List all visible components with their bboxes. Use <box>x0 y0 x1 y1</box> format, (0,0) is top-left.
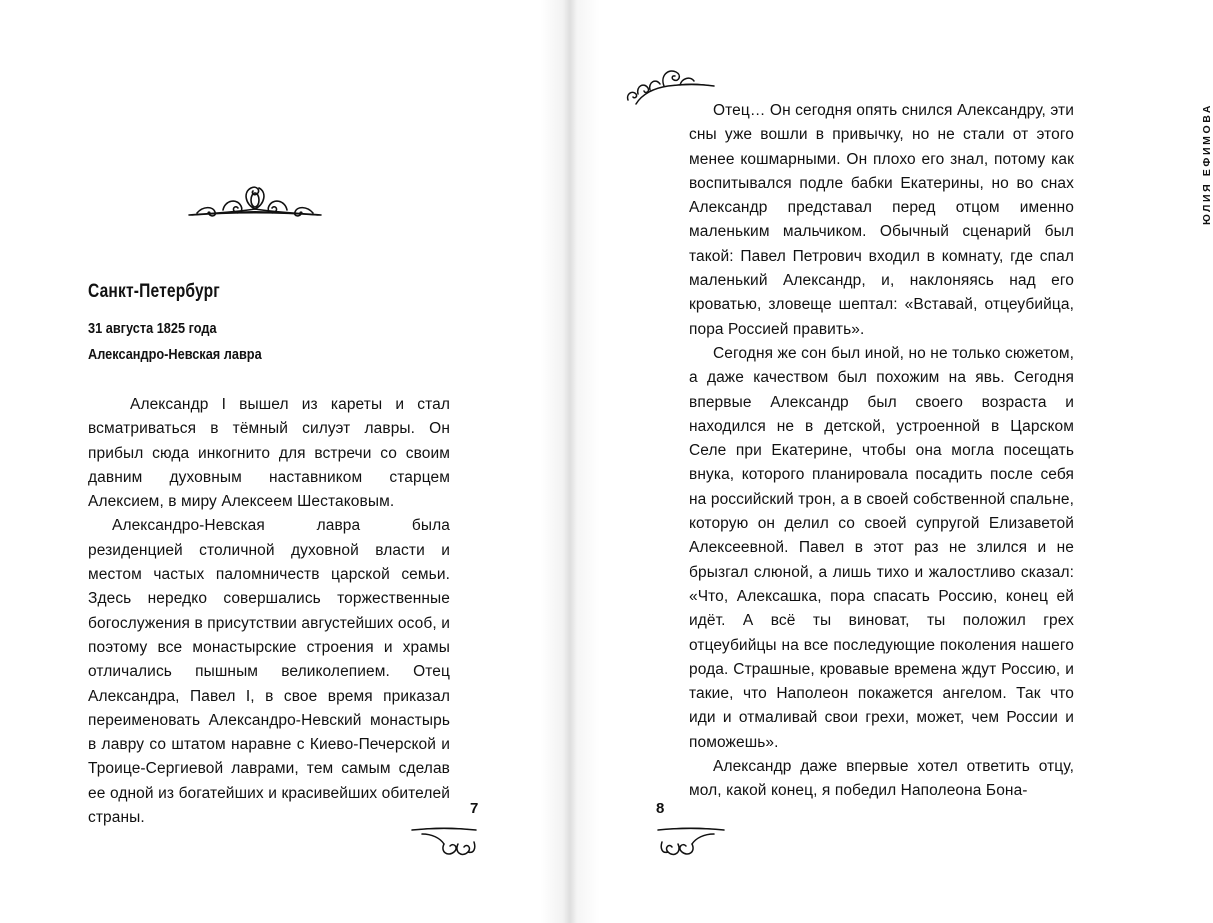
chapter-place-heading: Александро-Невская лавра <box>88 346 262 363</box>
paragraph: Сегодня же сон был иной, но не только сюжетом, а даже качеством был похожим на явь. Сегодня впервые Александр был своего возраста и находился не в детской, устроенной в Царском Селе при Екатерине, чтобы она могла посещать внука, которого планировала посадить после себя на российский трон, а в своей собственной спальне, которую он делил со своей супругой Елизаветой Алексеевной. Павел в этот раз не злился и не брызгал слюной, а лишь тихо и жалостливо сказал: «Что, Алексашка, пора спасать Россию, конец ей идёт. А всё ты виноват, ты положил грех отцеубийцы на все последующие поколения нашего рода. Страшные, кровавые времена ждут Россию, и такие, что Наполеон покажется ангелом. Так что иди и отмаливай свои грехи, может, чем России и поможешь». <box>689 344 1074 751</box>
scroll-ornament-icon <box>654 824 726 860</box>
left-page <box>0 0 569 923</box>
scroll-ornament-icon <box>187 182 323 220</box>
paragraph: Александр даже впервые хотел ответить отцу, мол, какой конец, я победил Наполеона Бона- <box>689 758 1074 800</box>
chapter-city-heading: Санкт-Петербург <box>88 281 220 302</box>
left-page-body <box>88 393 450 830</box>
paragraph: Александро-Невская лавра была резиденцией столичной духовной власти и местом частых паломничеств царской семьи. Здесь нередко совершались торжественные богослужения в присутствии августейших особ, и поэтому все монастырские строения и храмы отличались пышным великолепием. Отец Александра, Павел I, в свое время приказал переименовать Александро-Невский монастырь в лавру со штатом наравне с Киево-Печерской и Троице-Сергиевой лаврами, тем самым сделав ее одной из богатейших и красивейших обителей страны. <box>88 517 450 827</box>
right-page <box>569 0 1213 923</box>
scroll-ornament-icon <box>410 824 480 860</box>
chapter-date-heading: 31 августа 1825 года <box>88 320 217 337</box>
paragraph: Отец… Он сегодня опять снился Александру, эти сны уже вошли в привычку, но не стали от этого менее кошмарными. Он плохо его знал, потому как воспитывался подле бабки Екатерины, но во снах Александр представал перед отцом именно маленьким мальчиком. Обычный сценарий был такой: Павел Петрович входил в комнату, где спал маленький Александр, и, наклоняясь над его кроватью, зловеще шептал: «Вставай, отцеубийца, пора Россией править». <box>689 102 1074 338</box>
right-page-body <box>689 99 1074 804</box>
running-head: ЮЛИЯ ЕФИМОВА <box>1201 102 1213 225</box>
paragraph: Александр I вышел из кареты и стал всматриваться в тёмный силуэт лавры. Он прибыл сюда инкогнито для встречи со своим давним духовным наставником старцем Алексием, в миру Алексеем Шестаковым. <box>88 396 450 511</box>
page-number: 7 <box>470 800 479 817</box>
page-number: 8 <box>656 800 665 817</box>
